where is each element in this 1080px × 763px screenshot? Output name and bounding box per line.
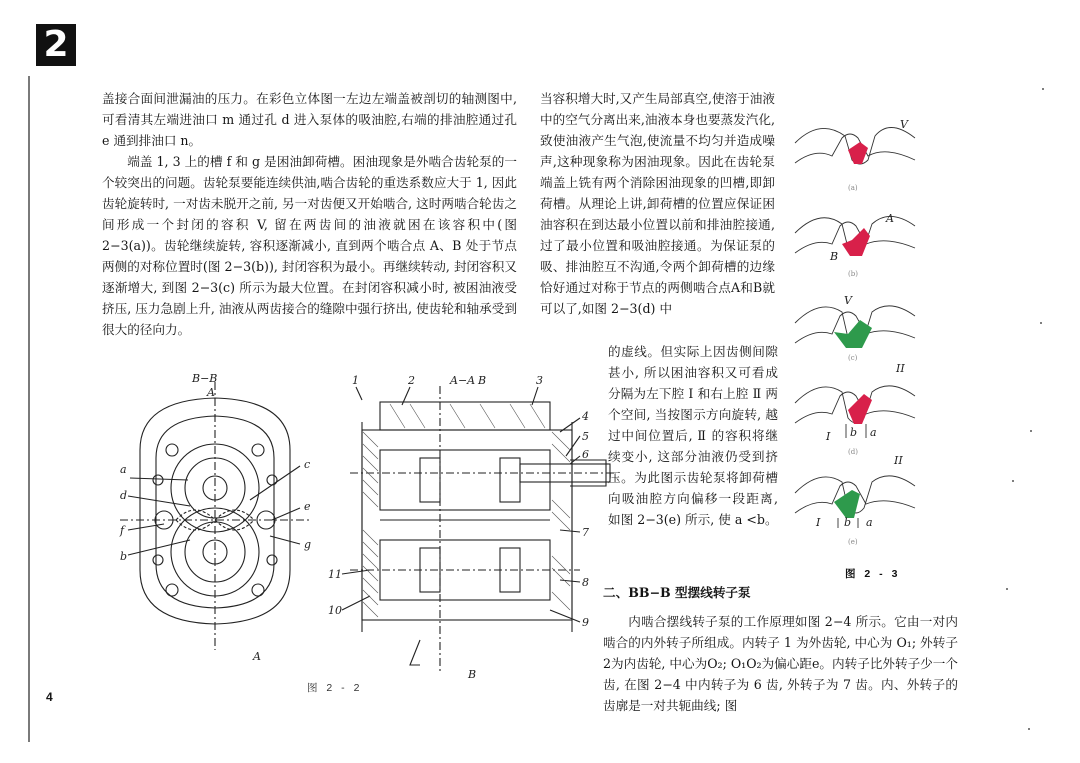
panel-label-c: (c) [848,354,858,362]
mark-i-d: I [826,430,831,443]
mark-a-e: a [866,516,873,529]
label-a-bottom: A [253,650,261,663]
panel-label-e: (e) [848,538,858,546]
label-a-top: A [207,386,215,399]
label-right-g: g [304,538,312,551]
scan-speck [1012,480,1014,482]
mark-ii-e: II [894,454,903,467]
label-right-c: c [304,458,311,471]
label-b-top: B [478,374,487,387]
page-number: 4 [46,690,53,704]
panel-label-d: (d) [848,448,858,456]
section-heading: 二、BB−B 型摆线转子泵 [603,585,751,600]
part-number-11: 11 [328,568,342,581]
scan-speck [1040,322,1042,324]
mark-i-e: I [816,516,821,529]
trap-volume-a [848,142,868,164]
part-number-1: 1 [352,374,359,387]
middle-paragraph-2: 的虚线。但实际上因齿侧间隙甚小, 所以困油容积又可看成分隔为左下腔 Ⅰ 和右上腔 Ⅱ 两个空间, 当按图示方向旋转, 越过中间位置后, Ⅱ 的容积将继续变小, 这部分油液仍受到挤压。为此图示齿轮泵将卸荷槽向吸油腔方向偏移一段距离, 如图 2−3(e) 所示, 使 a <b。 [608,344,778,527]
part-number-8: 8 [582,576,589,589]
part-number-6: 6 [582,448,589,461]
mark-b-b: B [830,250,839,263]
middle-narrow-column [608,341,778,530]
scan-speck [1030,430,1032,432]
mark-ii-d: II [896,362,905,375]
part-number-10: 10 [328,604,342,617]
part-number-3: 3 [536,374,543,387]
part-number-5: 5 [582,430,589,443]
panel-label-b: (b) [848,270,858,278]
scan-speck [1006,588,1008,590]
middle-text-column [540,88,775,319]
left-paragraph-1: 盖接合面间泄漏油的压力。在彩色立体图一左边左端盖被剖切的轴测图中,可看清其左端进油口 m 通过孔 d 进入泵体的吸油腔,右端的排油腔通过孔 e 通到排油口 n。 [102,91,517,148]
middle-paragraph-1: 当容积增大时,又产生局部真空,使溶于油液中的空气分离出来,油液本身也要蒸发汽化,致使油液产生气泡,使流量不均匀并造成噪声,这种现象称为困油现象。因此在齿轮泵端盖上铣有两个消除困油现象的凹槽,即卸荷槽。从理论上讲,卸荷槽的位置应保证困油容积在到达最小位置以前和排油腔接通,过了最小位置和吸油腔接通。为保证泵的吸、排油腔互不沟通,令两个卸荷槽的边缘恰好通过对称于节点的两侧啮合点A和B就可以了,如图 2−3(d) 中 [540,91,775,316]
trap-volume-c [834,320,872,348]
label-right-e: e [304,500,311,513]
label-left-f: f [120,524,125,537]
label-section-bb: B−B [192,372,218,385]
figure-2-2-caption: 图 2 - 2 [307,682,363,694]
scan-speck [1042,88,1044,90]
mark-b-e: b [844,516,852,529]
panel-label-a: (a) [848,184,858,192]
bottom-text-column [603,611,958,716]
scan-speck [1028,728,1030,730]
part-number-2: 2 [408,374,415,387]
mark-b-d: b [850,426,858,439]
left-paragraph-2: 端盖 1, 3 上的槽 f 和 g 是困油卸荷槽。困油现象是外啮合齿轮泵的一个较突出的问题。齿轮泵要能连续供油,啮合齿轮的重迭系数应大于 1, 因此齿轮旋转时, 一对齿未脱开之前, 另一对齿便又开始啮合, 这时两啮合轮齿之间形成一个封闭的容积 V, 留在两齿间的油液就困在该容积中(图 2−3(a))。齿轮继续旋转, 容积逐渐减小, 直到两个啮合点 A、B 处于节点两侧的对称位置时(图 2−3(b)), 封闭容积为最小。再继续转动, 封闭容积又逐渐增大, 到图 2−3(c) 所示为最大位置。在封闭容积减小时, 被困油液受挤压, 压力急剧上升, 油液从两齿接合的缝隙中强行挤出, 使齿轮和轴承受到很大的径向力。 [102,154,517,337]
figure-2-3-caption: 图 2 - 3 [845,568,901,580]
label-section-aa: A−A [450,374,476,387]
label-b-bottom: B [468,668,477,680]
mark-a-d: a [870,426,877,439]
label-left-b: b [120,550,128,563]
gear-pump-drawing [80,360,620,680]
left-text-column [102,88,517,340]
trapped-oil-figure [790,98,920,558]
mark-a-b: A [886,212,894,225]
label-left-d: d [120,489,128,502]
mark-v-c: V [844,294,852,307]
page-gutter-line [28,76,30,742]
mark-v-a: V [900,118,908,131]
label-left-a: a [120,463,127,476]
trap-volume-e [834,490,860,518]
chapter-badge: 2 [36,24,76,66]
part-number-4: 4 [582,410,589,423]
trap-volume-d [848,394,872,424]
part-number-7: 7 [582,526,589,539]
bottom-paragraph: 内啮合摆线转子泵的工作原理如图 2−4 所示。它由一对内啮合的内外转子所组成。内转子 1 为外齿轮, 中心为 O₁; 外转子2为内齿轮, 中心为O₂; O₁O₂为偏心距e。内转子比外转子少一个齿, 在图 2−4 中内转子为 6 齿, 外转子为 7 齿。内、外转子的齿廓是一对共轭曲线; 图 [603,614,958,713]
part-number-9: 9 [582,616,589,629]
